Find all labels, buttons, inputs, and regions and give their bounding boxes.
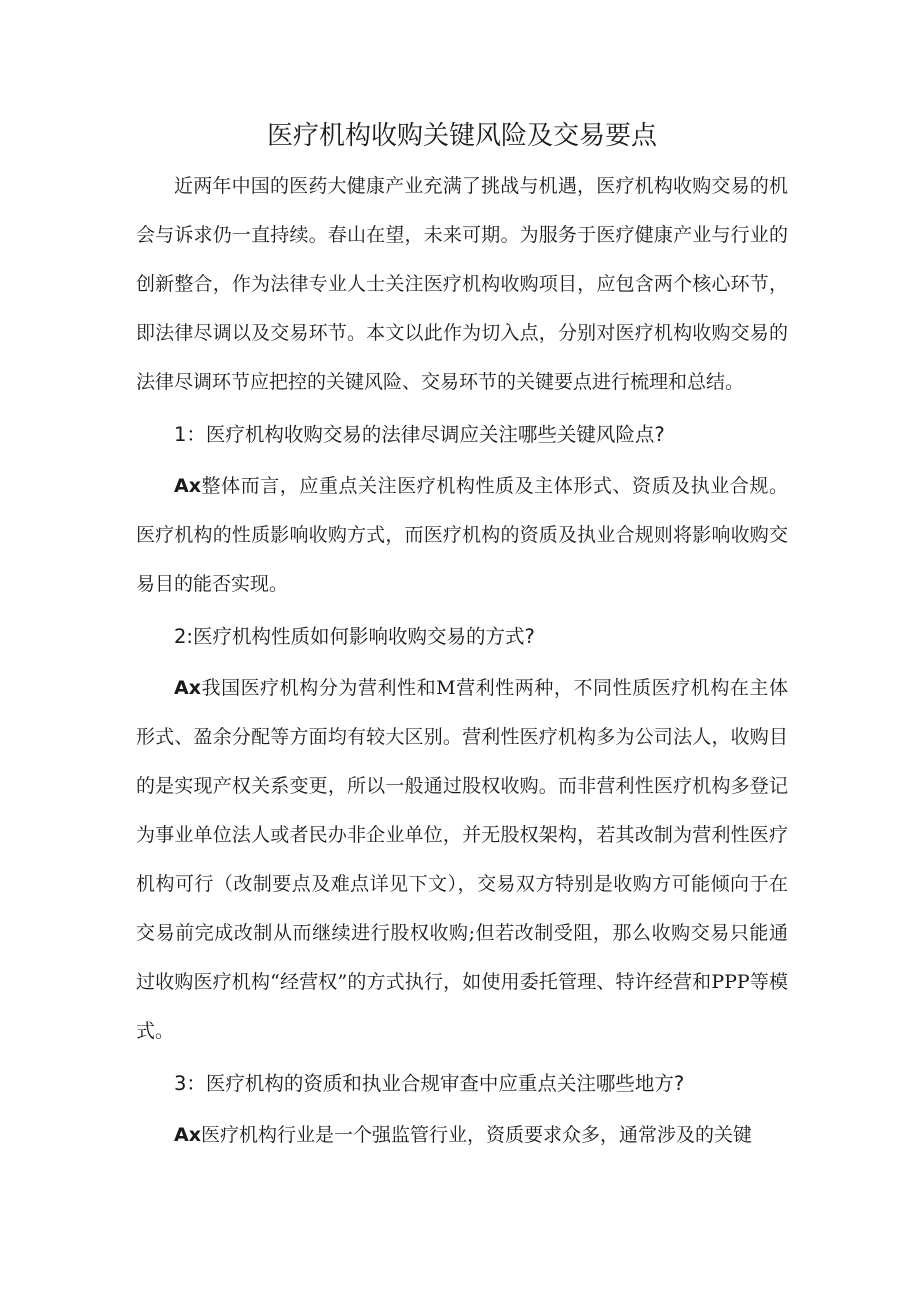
section-answer-2 — [136, 664, 788, 1056]
section-heading-2: 2:医疗机构性质如何影响收购交易的方式? — [174, 625, 535, 648]
section-heading-1: 1：医疗机构收购交易的法律尽调应关注哪些关键风险点? — [174, 423, 665, 446]
answer-text: 整体而言，应重点关注医疗机构性质及主体形式、资质及执业合规。医疗机构的性质影响收购方式，而医疗机构的资质及执业合规则将影响收购交易目的能否实现。 — [136, 475, 788, 595]
document-page — [136, 116, 788, 1160]
document-title: 医疗机构收购关键风险及交易要点 — [266, 121, 657, 151]
answer-prefix: Ax — [174, 677, 201, 699]
answer-text: 医疗机构行业是一个强监管行业，资质要求众多，通常涉及的关键 — [200, 1124, 752, 1146]
intro-paragraph: 近两年中国的医药大健康产业充满了挑战与机遇，医疗机构收购交易的机会与诉求仍一直持续。春山在望，未来可期。为服务于医疗健康产业与行业的创新整合，作为法律专业人士关注医疗机构收购项目，应包含两个核心环节，即法律尽调以及交易环节。本文以此作为切入点，分别对医疗机构收购交易的法律尽调环节应把控的关键风险、交易环节的关键要点进行梳理和总结。 — [136, 175, 788, 393]
section-heading-3: 3：医疗机构的资质和执业合规审查中应重点关注哪些地方? — [174, 1072, 685, 1095]
answer-text: 我国医疗机构分为营利性和M营利性两种，不同性质医疗机构在主体形式、盈余分配等方面均有较大区别。营利性医疗机构多为公司法人，收购目的是实现产权关系变更，所以一般通过股权收购。而非营利性医疗机构多登记为事业单位法人或者民办非企业单位，并无股权架构，若其改制为营利性医疗机构可行（改制要点及难点详见下文），交易双方特别是收购方可能倾向于在交易前完成改制从而继续进行股权收购;但若改制受阻，那么收购交易只能通过收购医疗机构“经营权”的方式执行，如使用委托管理、特许经营和PPP等模式。 — [136, 677, 788, 1042]
section-answer-3 — [136, 1111, 788, 1160]
answer-prefix: Ax — [174, 475, 201, 497]
section-answer-1 — [136, 462, 788, 609]
answer-prefix: Ax — [174, 1124, 201, 1146]
